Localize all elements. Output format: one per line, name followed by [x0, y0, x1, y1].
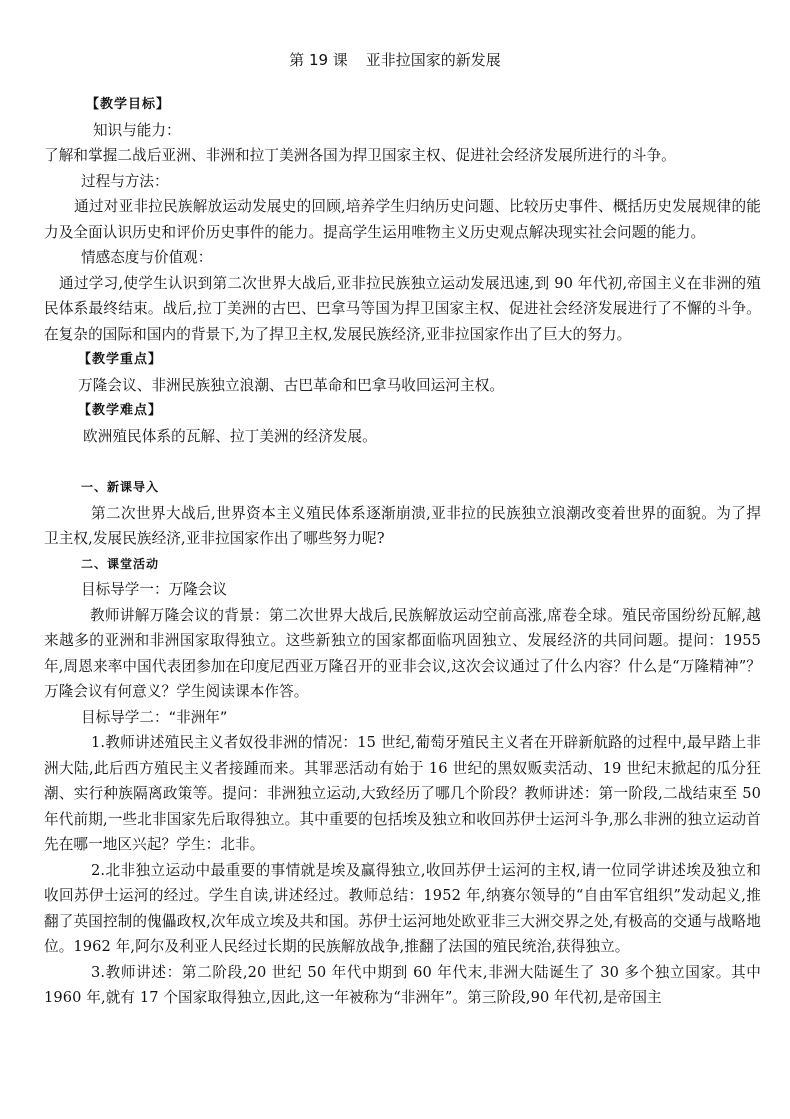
spacer — [61, 449, 751, 475]
heading-section-2: 二、课堂活动 — [81, 556, 160, 571]
paragraph-guide-2-item-1: 1.教师讲述殖民主义者奴役非洲的情况：15 世纪,葡萄牙殖民主义者在开辟新航路的过程中,最早踏上非洲大陆,此后西方殖民主义者接踵而来。其罪恶活动有始于 16 世纪的黑奴贩卖活动、19 世纪末掀起的瓜分狂潮、实行种族隔离政策等。提问：非洲独立运动,大致经历了哪几个阶段？教师讲述：第一阶段,二战结束至 50 年代前期,一些北非国家先后取得独立。其中重要的包括埃及独立和收回苏伊士运河斗争,那么非洲的独立运动首先在哪一地区兴起？学生：北非。 — [44, 734, 761, 853]
heading-guide-2: 目标导学二：“非洲年” — [81, 708, 228, 726]
heading-section-1: 一、新课导入 — [81, 480, 160, 494]
heading-guide-1: 目标导学一：万隆会议 — [81, 581, 227, 598]
heading-difficult-points: 【教学难点】 — [78, 403, 163, 418]
heading-key-points: 【教学重点】 — [78, 352, 163, 367]
document-body — [44, 92, 761, 1011]
heading-emotion: 情感态度与价值观： — [81, 249, 213, 266]
heading-process: 过程与方法： — [81, 172, 169, 190]
paragraph-key-points: 万隆会议、非洲民族独立浪潮、古巴革命和巴拿马收回运河主权。 — [78, 376, 505, 394]
paragraph-difficult-points: 欧洲殖民体系的瓦解、拉丁美洲的经济发展。 — [83, 427, 377, 445]
paragraph-guide-2-item-3: 3.教师讲述：第二阶段,20 世纪 50 年代中期到 60 年代末,非洲大陆诞生了 30 多个独立国家。其中 1960 年,就有 17 个国家取得独立,因此,这一年被称为“非洲年”。第三阶段,90 年代初,是帝国主 — [44, 963, 761, 1006]
paragraph-process — [44, 194, 761, 245]
lesson-number: 第 19 课 — [289, 51, 348, 69]
lesson-title — [0, 50, 790, 70]
lesson-name: 亚非拉国家的新发展 — [365, 51, 501, 69]
paragraph-process-text: 通过对亚非拉民族解放运动发展史的回顾,培养学生归纳历史问题、比较历史事件、概括历史发展规律的能力及全面认识历史和评价历史事件的能力。提高学生运用唯物主义历史观点解决现实社会问题的能力。 — [44, 198, 761, 241]
paragraph-knowledge: 了解和掌握二战后亚洲、非洲和拉丁美洲各国为捍卫国家主权、促进社会经济发展所进行的斗争。 — [44, 147, 676, 164]
paragraph-guide-1: 教师讲解万隆会议的背景：第二次世界大战后,民族解放运动空前高涨,席卷全球。殖民帝国纷纷瓦解,越来越多的亚洲和非洲国家取得独立。这些新独立的国家都面临巩固独立、发展经济的共同问题。提问：1955 年,周恩来率中国代表团参加在印度尼西亚万隆召开的亚非会议,这次会议通过了什么内容？什么是“万隆精神”？万隆会议有何意义？学生阅读课本作答。 — [44, 606, 761, 700]
heading-objectives: 【教学目标】 — [86, 97, 171, 112]
heading-knowledge: 知识与能力： — [93, 121, 181, 139]
paragraph-emotion: 通过学习,使学生认识到第二次世界大战后,亚非拉民族独立运动发展迅速,到 90 年代初,帝国主义在非洲的殖民体系最终结束。战后,拉丁美洲的古巴、巴拿马等国为捍卫国家主权、促进社会经济发展进行了不懈的斗争。在复杂的国际和国内的背景下,为了捍卫主权,发展民族经济,亚非拉国家作出了巨大的努力。 — [44, 274, 761, 343]
paragraph-intro: 第二次世界大战后,世界资本主义殖民体系逐渐崩溃,亚非拉的民族独立浪潮改变着世界的面貌。为了捍卫主权,发展民族经济,亚非拉国家作出了哪些努力呢? — [44, 504, 761, 547]
paragraph-guide-2-item-2: 2.北非独立运动中最重要的事情就是埃及赢得独立,收回苏伊士运河的主权,请一位同学讲述埃及独立和收回苏伊士运河的经过。学生自读,讲述经过。教师总结：1952 年,纳赛尔领导的“自由军官组织”发动起义,推翻了英国控制的傀儡政权,次年成立埃及共和国。苏伊士运河地处欧亚非三大洲交界之处,有极高的交通与战略地位。1962 年,阿尔及利亚人民经过长期的民族解放战争,推翻了法国的殖民统治,获得独立。 — [44, 861, 761, 955]
